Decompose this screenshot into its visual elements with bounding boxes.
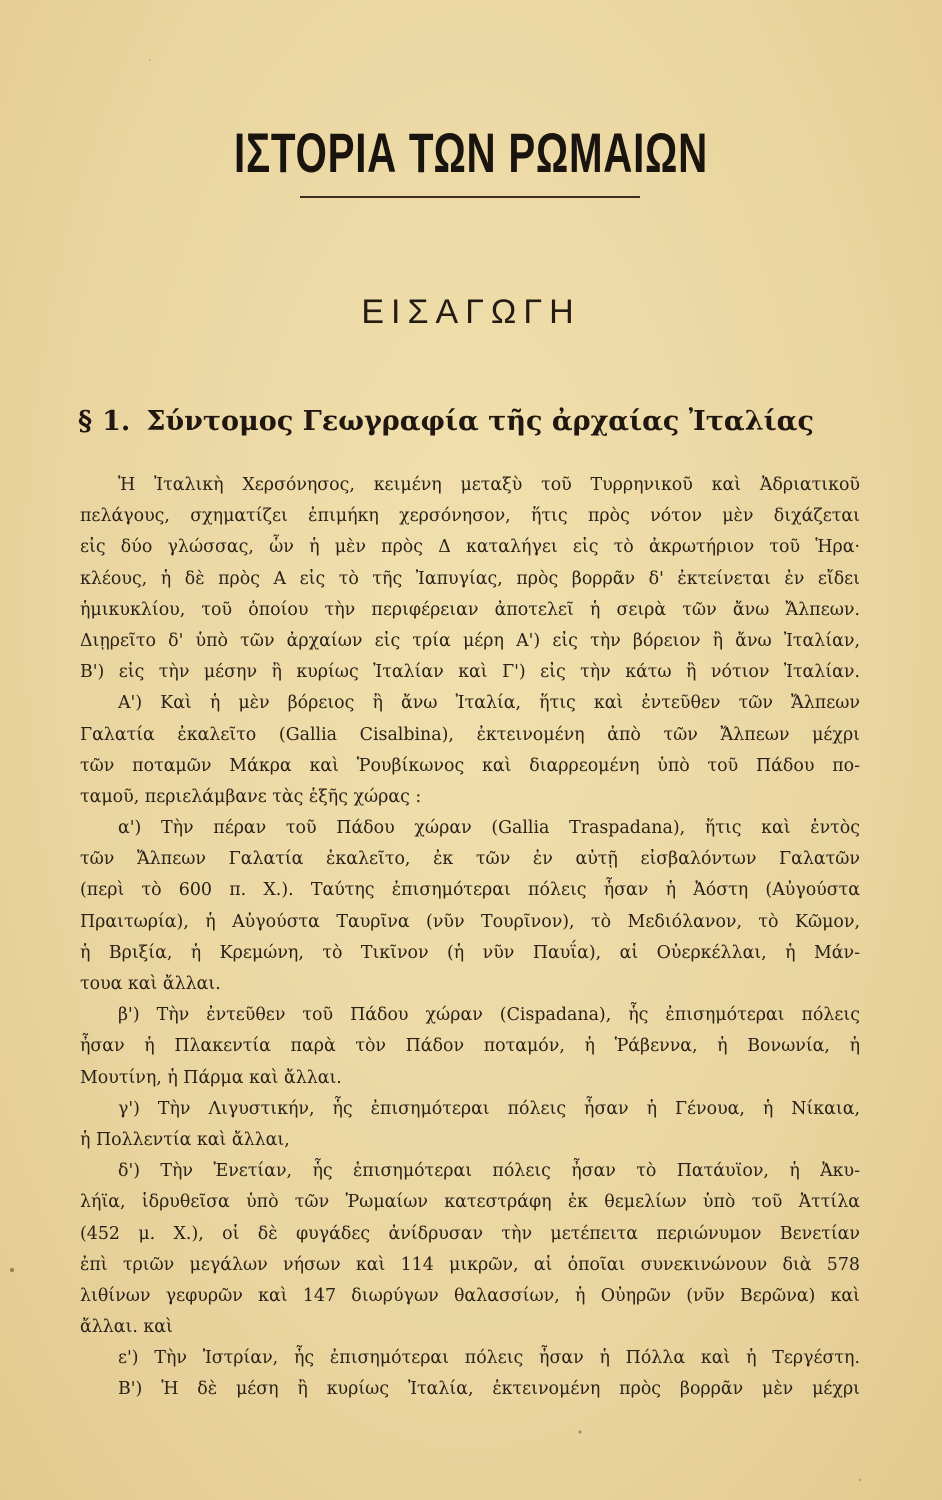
section-heading-text: Σύντομος Γεωγραφία τῆς ἀρχαίας Ἰταλίας <box>146 406 814 437</box>
text-line: γ') Τὴν Λιγυστικήν, ἧς ἐπισημότεραι πόλεις ἦσαν ἡ Γένουα, ἡ Νίκαια, <box>118 1098 860 1119</box>
body-text <box>80 470 860 1406</box>
section-number: 1. <box>102 406 131 437</box>
text-line: ἦσαν ἡ Πλακεντία παρὰ τὸν Πάδον ποταμόν, ἡ Ῥάβεννα, ἡ Βονωνία, ἡ <box>80 1036 860 1057</box>
text-line: (περὶ τὸ 600 π. Χ.). Ταύτης ἐπισημότεραι πόλεις ἦσαν ἡ Ἀόστη (Αὐγούστα <box>80 880 860 901</box>
text-line: Β') εἰς τὴν μέσην ἢ κυρίως Ἰταλίαν καὶ Γ') εἰς τὴν κάτω ἢ νότιον Ἰταλίαν. <box>80 662 860 683</box>
text-line: ταμοῦ, περιελάμβανε τὰς ἑξῆς χώρας : <box>80 786 422 807</box>
text-line: εἰς δύο γλώσσας, ὧν ἡ μὲν πρὸς Δ καταλήγει εἰς τὸ ἀκρωτήριον τοῦ Ἡρα· <box>80 537 860 558</box>
chapter-title: ΕΙΣΑΓΩΓΗ <box>361 293 581 331</box>
text-line: Β') Ἡ δὲ μέση ἢ κυρίως Ἰταλία, ἐκτεινομένη πρὸς βορρᾶν μὲν μέχρι <box>118 1379 860 1400</box>
text-line: πελάγους, σχηματίζει ἐπιμήκη χερσόνησον, ἥτις πρὸς νότον μὲν διχάζεται <box>80 506 860 527</box>
text-line: δ') Τὴν Ἐνετίαν, ἧς ἐπισημότεραι πόλεις ἦσαν τὸ Πατάυϊον, ἡ Ἀκυ- <box>118 1161 860 1182</box>
text-line: λήϊα, ἱδρυθεῖσα ὑπὸ τῶν Ῥωμαίων κατεστράφη ἐκ θεμελίων ὑπὸ τοῦ Ἀττίλα <box>80 1192 860 1213</box>
section-heading <box>78 402 868 442</box>
text-line: ε') Τὴν Ἰστρίαν, ἧς ἐπισημότεραι πόλεις ἦσαν ἡ Πόλλα καὶ ἡ Τεργέστη. <box>118 1348 860 1369</box>
text-line: κλέους, ἡ δὲ πρὸς Α εἰς τὸ τῆς Ἰαπυγίας, πρὸς βορρᾶν δ' ἐκτείνεται ἐν εἴδει <box>80 568 860 589</box>
text-line: Μουτίνη, ἡ Πάρμα καὶ ἄλλαι. <box>80 1067 342 1088</box>
text-line: Ἡ Ἰταλικὴ Χερσόνησος, κειμένη μεταξὺ τοῦ Τυρρηνικοῦ καὶ Ἀδριατικοῦ <box>118 475 860 495</box>
text-line: Γαλατία ἐκαλεῖτο (Gallia Cisalbina), ἐκτεινομένη ἀπὸ τῶν Ἄλπεων μέχρι <box>80 724 860 745</box>
text-line: τῶν Ἄλπεων Γαλατία ἐκαλεῖτο, ἐκ τῶν ἐν αὐτῇ εἰσβαλόντων Γαλατῶν <box>80 849 860 870</box>
text-line: ἡ Βριξία, ἡ Κρεμώνη, τὸ Τικῖνον (ἡ νῦν Παυΐα), αἱ Οὐερκέλλαι, ἡ Μάν- <box>80 942 860 963</box>
text-line: τῶν ποταμῶν Μάκρα καὶ Ῥουβίκωνος καὶ διαρρεομένη ὑπὸ τοῦ Πάδου πο- <box>80 755 860 776</box>
text-line: ἡμικυκλίου, τοῦ ὁποίου τὴν περιφέρειαν ἀποτελεῖ ἡ σειρὰ τῶν ἄνω Ἄλπεων. <box>80 599 860 620</box>
section-mark: § <box>78 406 93 437</box>
text-line: ἐπὶ τριῶν μεγάλων νήσων καὶ 114 μικρῶν, αἱ ὁποῖαι συνεκινώνουν διὰ 578 <box>80 1254 860 1275</box>
text-line: Διῃρεῖτο δ' ὑπὸ τῶν ἀρχαίων εἰς τρία μέρη Α') εἰς τὴν βόρειον ἢ ἄνω Ἰταλίαν, <box>80 630 860 651</box>
text-line: λιθίνων γεφυρῶν καὶ 147 διωρύγων θαλασσίων, ἡ Οὐηρῶν (νῦν Βερῶνα) καὶ <box>80 1285 860 1306</box>
text-line: τουα καὶ ἄλλαι. <box>80 974 221 994</box>
text-line: (452 μ. Χ.), οἱ δὲ φυγάδες ἀνίδρυσαν τὴν μετέπειτα περιώνυμον Βενετίαν <box>80 1223 860 1244</box>
text-line: Α') Καὶ ἡ μὲν βόρειος ἢ ἄνω Ἰταλία, ἥτις καὶ ἐντεῦθεν τῶν Ἄλπεων <box>118 693 860 714</box>
book-title: ΙΣΤΟΡΙΑ ΤΩΝ ΡΩΜΑΙΩΝ <box>234 121 708 184</box>
text-line: Πραιτωρία), ἡ Αὐγούστα Ταυρῖνα (νῦν Τουρῖνον), τὸ Μεδιόλανον, τὸ Κῶμον, <box>80 911 860 932</box>
text-line: β') Τὴν ἐντεῦθεν τοῦ Πάδου χώραν (Cispadana), ἧς ἐπισημότεραι πόλεις <box>118 1005 860 1026</box>
text-line: α') Τὴν πέραν τοῦ Πάδου χώραν (Gallia Traspadana), ἥτις καὶ ἐντὸς <box>118 818 860 839</box>
text-line: ἄλλαι. καὶ <box>80 1317 173 1338</box>
text-line: ἡ Πολλεντία καὶ ἄλλαι, <box>80 1129 290 1150</box>
title-rule <box>300 196 640 198</box>
